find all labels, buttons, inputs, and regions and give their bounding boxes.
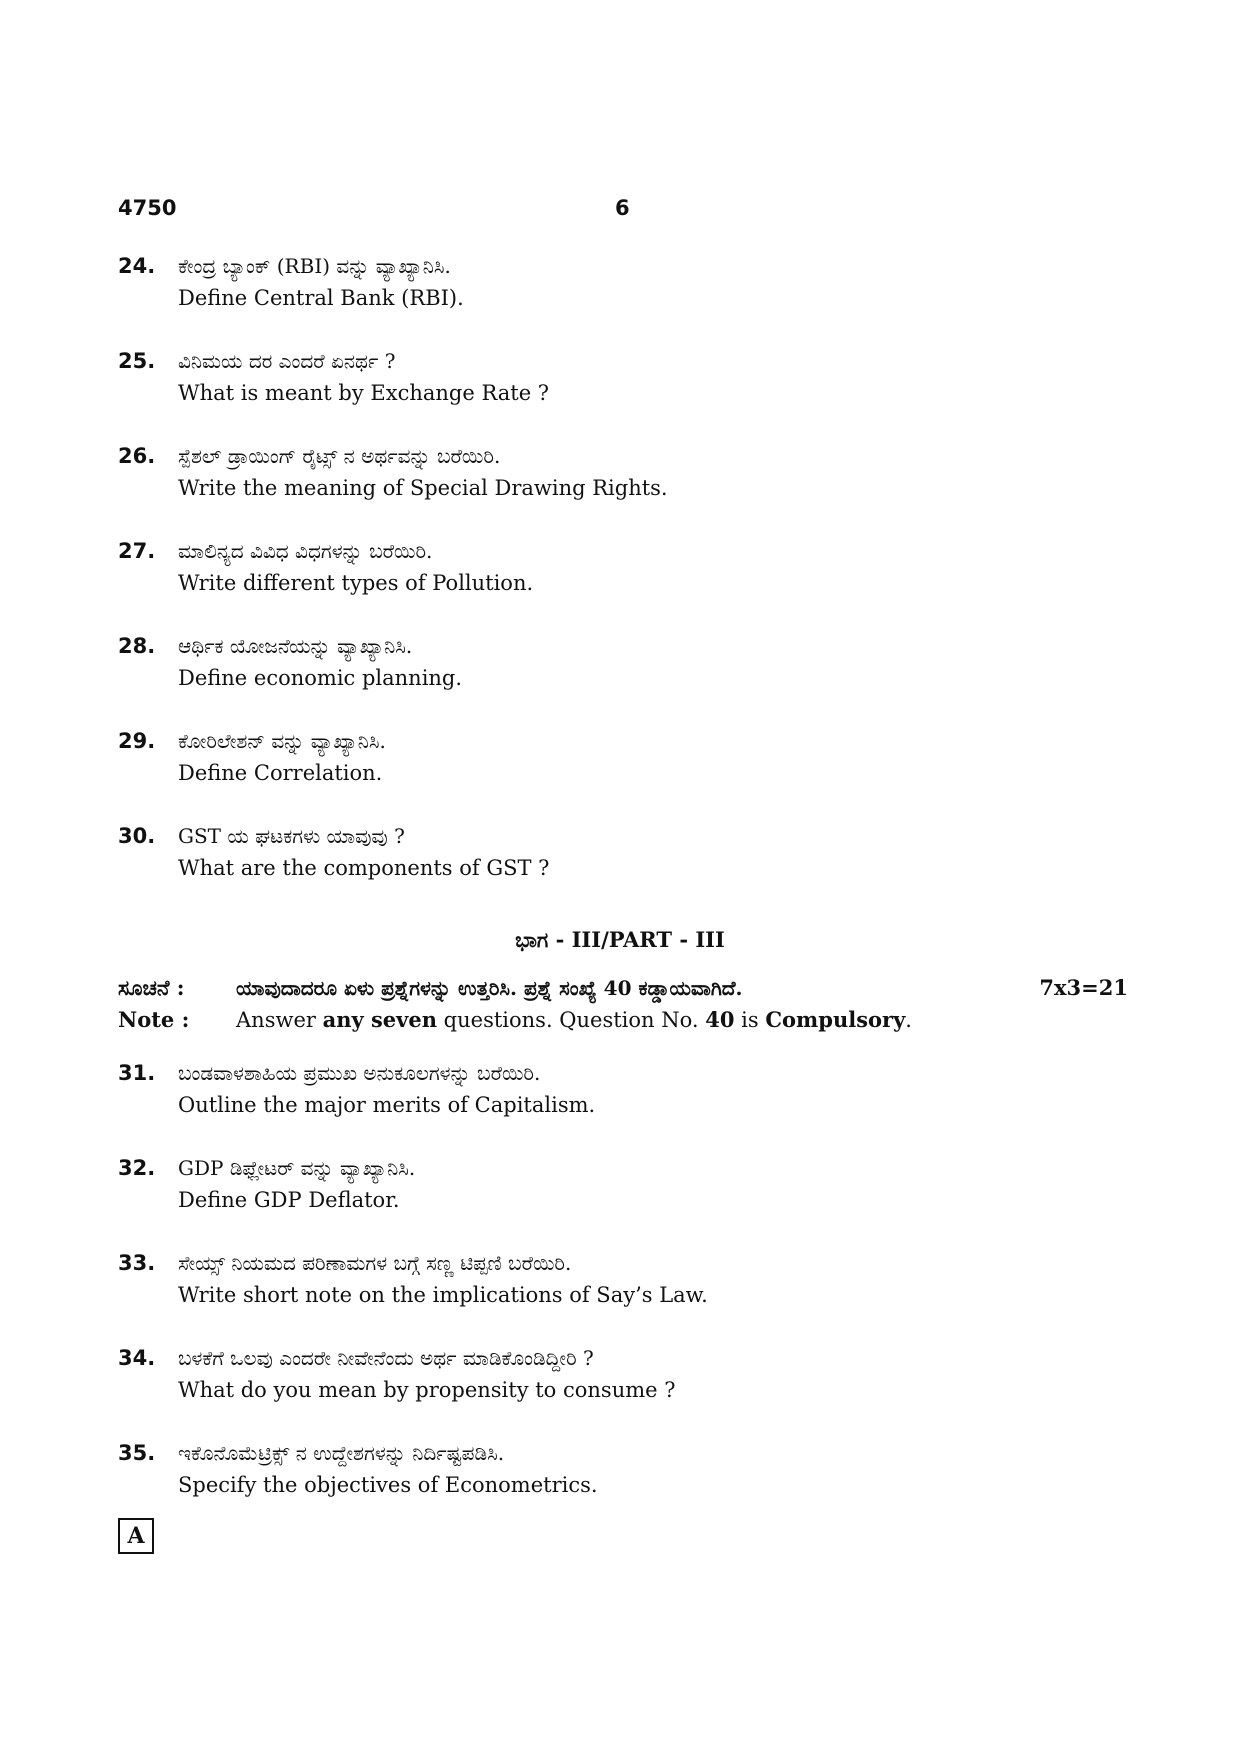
question-number: 28. xyxy=(118,634,156,658)
instructions xyxy=(118,972,1128,1042)
note-label: Note : xyxy=(118,1007,190,1032)
question-text-kannada: ಸ್ಪೆಶಲ್ ಡ್ರಾಯಿಂಗ್ ರೈಟ್ಸ್ ನ ಅರ್ಥವನ್ನು ಬರೆಯಿರಿ. xyxy=(178,444,501,468)
note-text-part: is xyxy=(734,1008,766,1032)
question-text-kannada: GDP ಡಿಫ್ಲೇಟರ್ ವನ್ನು ವ್ಯಾಖ್ಯಾನಿಸಿ. xyxy=(178,1156,416,1180)
question-text-english: Define Correlation. xyxy=(178,761,383,785)
question-text-english: Write different types of Pollution. xyxy=(178,571,534,595)
marks-scheme: 7x3=21 xyxy=(1039,975,1128,1000)
question-text-kannada: ಬಂಡವಾಳಶಾಹಿಯ ಪ್ರಮುಖ ಅನುಕೂಲಗಳನ್ನು ಬರೆಯಿರಿ. xyxy=(178,1061,541,1085)
question-text-english: Outline the major merits of Capitalism. xyxy=(178,1093,596,1117)
question-30 xyxy=(118,820,1128,890)
question-number: 35. xyxy=(118,1441,156,1465)
question-number: 26. xyxy=(118,444,156,468)
page-number: 6 xyxy=(615,196,630,220)
question-35 xyxy=(118,1437,1128,1507)
note-text-part: . xyxy=(905,1008,912,1032)
question-text-kannada: ಕೋರಿಲೇಶನ್ ವನ್ನು ವ್ಯಾಖ್ಯಾನಿಸಿ. xyxy=(178,729,386,753)
question-text-kannada: GST ಯ ಘಟಕಗಳು ಯಾವುವು ? xyxy=(178,824,405,848)
question-text-english: Write short note on the implications of Say’s Law. xyxy=(178,1283,708,1307)
note-text xyxy=(236,1004,912,1036)
question-text-kannada: ಮಾಲಿನ್ಯದ ವಿವಿಧ ವಿಧಗಳನ್ನು ಬರೆಯಿರಿ. xyxy=(178,539,433,563)
question-number: 32. xyxy=(118,1156,156,1180)
part-heading: ಭಾಗ - III/PART - III xyxy=(515,927,725,952)
question-number: 30. xyxy=(118,824,156,848)
question-number: 31. xyxy=(118,1061,156,1085)
question-text-english: Define GDP Deflator. xyxy=(178,1188,400,1212)
note-text-part: questions. Question No. xyxy=(437,1008,706,1032)
question-text-kannada: ಕೇಂದ್ರ ಬ್ಯಾಂಕ್ (RBI) ವನ್ನು ವ್ಯಾಖ್ಯಾನಿಸಿ. xyxy=(178,254,451,278)
question-text-kannada: ಇಕೊನೊಮೆಟ್ರಿಕ್ಸ್ ನ ಉದ್ದೇಶಗಳನ್ನು ನಿರ್ದಿಷ್ಟಪಡಿಸಿ. xyxy=(178,1441,505,1465)
question-text-english: What do you mean by propensity to consume ? xyxy=(178,1378,676,1402)
question-number: 34. xyxy=(118,1346,156,1370)
question-26 xyxy=(118,440,1128,510)
question-text-kannada: ಸೇಯ್ಸ್ ನಿಯಮದ ಪರಿಣಾಮಗಳ ಬಗ್ಗೆ ಸಣ್ಣ ಟಿಪ್ಪಣಿ ಬರೆಯಿರಿ. xyxy=(178,1251,572,1275)
page-header xyxy=(118,196,1128,226)
question-text-kannada: ವಿನಿಮಯ ದರ ಎಂದರೆ ಏನರ್ಥ ? xyxy=(178,349,396,373)
instruction-label-kannada: ಸೂಚನೆ : xyxy=(118,975,185,1000)
question-31 xyxy=(118,1057,1128,1127)
question-25 xyxy=(118,345,1128,415)
question-number: 24. xyxy=(118,254,156,278)
question-29 xyxy=(118,725,1128,795)
note-text-part: Answer xyxy=(236,1008,323,1032)
question-number: 27. xyxy=(118,539,156,563)
question-32 xyxy=(118,1152,1128,1222)
version-box: A xyxy=(118,1518,154,1554)
paper-code: 4750 xyxy=(118,196,177,220)
note-emphasis: Compulsory xyxy=(765,1007,906,1032)
question-34 xyxy=(118,1342,1128,1412)
question-text-english: Specify the objectives of Econometrics. xyxy=(178,1473,598,1497)
question-33 xyxy=(118,1247,1128,1317)
question-text-english: What is meant by Exchange Rate ? xyxy=(178,381,550,405)
question-text-kannada: ಆರ್ಥಿಕ ಯೋಜನೆಯನ್ನು ವ್ಯಾಖ್ಯಾನಿಸಿ. xyxy=(178,634,413,658)
question-number: 33. xyxy=(118,1251,156,1275)
question-28 xyxy=(118,630,1128,700)
question-text-english: Write the meaning of Special Drawing Rights. xyxy=(178,476,668,500)
question-text-english: What are the components of GST ? xyxy=(178,856,550,880)
question-27 xyxy=(118,535,1128,605)
instruction-text-kannada: ಯಾವುದಾದರೂ ಏಳು ಪ್ರಶ್ನೆಗಳನ್ನು ಉತ್ತರಿಸಿ. ಪ್ರಶ್ನೆ ಸಂಖ್ಯೆ 40 ಕಡ್ಡಾಯವಾಗಿದೆ. xyxy=(236,976,743,1000)
question-24 xyxy=(118,250,1128,320)
question-number: 29. xyxy=(118,729,156,753)
question-text-kannada: ಬಳಕೆಗೆ ಒಲವು ಎಂದರೇ ನೀವೇನೆಂದು ಅರ್ಥ ಮಾಡಿಕೊಂಡಿದ್ದೀರಿ ? xyxy=(178,1346,594,1370)
note-emphasis: any seven xyxy=(322,1007,437,1032)
question-number: 25. xyxy=(118,349,156,373)
question-text-english: Define Central Bank (RBI). xyxy=(178,286,464,310)
note-emphasis: 40 xyxy=(705,1007,735,1032)
question-text-english: Define economic planning. xyxy=(178,666,463,690)
